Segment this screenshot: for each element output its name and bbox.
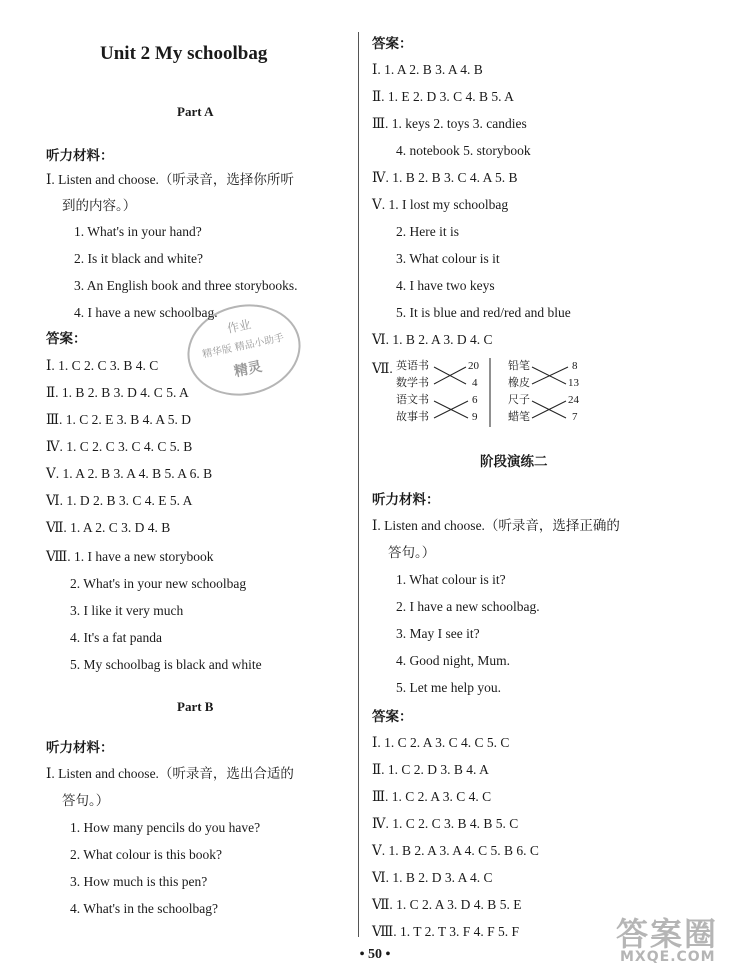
answer-line: 4. notebook 5. storybook: [396, 143, 531, 158]
stage-q1-line1: Ⅰ. Listen and choose.（听录音，选择正确的: [372, 518, 620, 533]
stage-heading: 阶段演练二: [480, 454, 548, 469]
answer-line: 3. What colour is it: [396, 251, 500, 266]
answer-line: Ⅱ. 1. C 2. D 3. B 4. A: [372, 762, 489, 777]
match-left-num: 9: [472, 411, 478, 423]
page-number: • 50 •: [359, 947, 391, 962]
stage-listening-label: 听力材料：: [372, 492, 440, 507]
matching-roman: Ⅶ.: [372, 361, 393, 376]
match-right-num: 24: [568, 394, 579, 406]
answer-line: Ⅳ. 1. B 2. B 3. C 4. A 5. B: [372, 170, 518, 185]
answer-line: Ⅵ. 1. B 2. D 3. A 4. C: [372, 870, 493, 885]
column-divider: [358, 32, 359, 937]
stage-item: 1. What colour is it?: [396, 572, 506, 587]
watermark-text: MXQE.COM: [620, 949, 716, 965]
match-left-num: 6: [472, 394, 478, 406]
part-b-heading: Part B: [177, 699, 214, 714]
answer-line: Ⅳ. 1. C 2. C 3. B 4. B 5. C: [372, 816, 519, 831]
match-left-item: 故事书: [396, 411, 429, 423]
answer-line: Ⅰ. 1. C 2. C 3. B 4. C: [46, 358, 159, 373]
part-b-item: 3. How much is this pen?: [70, 874, 208, 889]
answer-line: Ⅰ. 1. C 2. A 3. C 4. C 5. C: [372, 735, 510, 750]
watermark-text: 答案圈: [616, 915, 719, 953]
stage-item: 3. May I see it?: [396, 626, 480, 641]
part-b-listening-label: 听力材料：: [46, 740, 114, 755]
watermark-logo: [614, 909, 746, 971]
stamp-text: 作业: [225, 317, 253, 336]
answer-line: Ⅴ. 1. A 2. B 3. A 4. B 5. A 6. B: [46, 466, 213, 481]
match-right-num: 13: [568, 377, 579, 389]
stamp-text: 精灵: [232, 358, 264, 381]
answer-line: Ⅴ. 1. B 2. A 3. A 4. C 5. B 6. C: [372, 843, 539, 858]
match-right-item: 铅笔: [508, 360, 530, 372]
answer-line: Ⅲ. 1. C 2. A 3. C 4. C: [372, 789, 492, 804]
part-a-item: 1. What's in your hand?: [74, 224, 202, 239]
right-answers-label: 答案：: [372, 36, 413, 51]
answer-line: Ⅶ. 1. C 2. A 3. D 4. B 5. E: [372, 897, 522, 912]
answer-line: 2. What's in your new schoolbag: [70, 576, 247, 591]
answer-line: 4. I have two keys: [396, 278, 495, 293]
part-a-q1-line1: Ⅰ. Listen and choose.（听录音，选择你所听: [46, 172, 294, 187]
matching-lines: [362, 0, 750, 440]
match-left-item: 数学书: [396, 377, 429, 389]
part-a-q1-line2: 到的内容。）: [62, 198, 137, 213]
answer-line: Ⅱ. 1. B 2. B 3. D 4. C 5. A: [46, 385, 189, 400]
stage-item: 2. I have a new schoolbag.: [396, 599, 540, 614]
match-left-item: 语文书: [396, 394, 429, 406]
part-b-item: 2. What colour is this book?: [70, 847, 222, 862]
answer-line: Ⅲ. 1. C 2. E 3. B 4. A 5. D: [46, 412, 192, 427]
match-right-item: 橡皮: [508, 377, 530, 389]
answer-line: 5. My schoolbag is black and white: [70, 657, 262, 672]
stage-item: 5. Let me help you.: [396, 680, 501, 695]
part-b-item: 4. What's in the schoolbag?: [70, 901, 219, 916]
part-a-heading: Part A: [177, 104, 214, 119]
answer-line: Ⅶ. 1. A 2. C 3. D 4. B: [46, 520, 171, 535]
part-a-item: 3. An English book and three storybooks.: [74, 278, 298, 293]
answer-line: Ⅳ. 1. C 2. C 3. C 4. C 5. B: [46, 439, 193, 454]
part-a-item: 2. Is it black and white?: [74, 251, 203, 266]
answer-line: Ⅰ. 1. A 2. B 3. A 4. B: [372, 62, 483, 77]
stage-q1-line2: 答句。）: [388, 545, 436, 560]
answer-line: Ⅵ. 1. B 2. A 3. D 4. C: [372, 332, 493, 347]
answer-line: 3. I like it very much: [70, 603, 184, 618]
stamp-text: 精华版 精品小助手: [201, 332, 286, 361]
match-right-item: 尺子: [508, 394, 530, 406]
answer-line: Ⅱ. 1. E 2. D 3. C 4. B 5. A: [372, 89, 514, 104]
answer-line: 4. It's a fat panda: [70, 630, 163, 645]
answer-line: Ⅴ. 1. I lost my schoolbag: [372, 197, 509, 212]
match-right-num: 7: [572, 411, 578, 423]
part-a-listening-label: 听力材料：: [46, 148, 114, 163]
match-right-item: 蜡笔: [508, 411, 530, 423]
part-a-answers-label: 答案：: [46, 331, 87, 346]
match-left-item: 英语书: [396, 360, 429, 372]
stage-item: 4. Good night, Mum.: [396, 653, 511, 668]
match-left-num: 4: [472, 377, 478, 389]
answer-line: Ⅷ. 1. T 2. T 3. F 4. F 5. F: [372, 924, 520, 939]
stage-answers-label: 答案：: [372, 709, 413, 724]
part-a-item: 4. I have a new schoolbag.: [74, 305, 218, 320]
unit-title: Unit 2 My schoolbag: [100, 43, 268, 64]
part-b-q1-line2: 答句。）: [62, 793, 110, 808]
answer-line: Ⅲ. 1. keys 2. toys 3. candies: [372, 116, 527, 131]
match-right-num: 8: [572, 360, 578, 372]
answer-line: Ⅷ. 1. I have a new storybook: [46, 549, 214, 564]
match-left-num: 20: [468, 360, 479, 372]
answer-line: 2. Here it is: [396, 224, 459, 239]
part-b-item: 1. How many pencils do you have?: [70, 820, 261, 835]
answer-line: Ⅵ. 1. D 2. B 3. C 4. E 5. A: [46, 493, 193, 508]
part-b-q1-line1: Ⅰ. Listen and choose.（听录音，选出合适的: [46, 766, 294, 781]
answer-line: 5. It is blue and red/red and blue: [396, 305, 571, 320]
